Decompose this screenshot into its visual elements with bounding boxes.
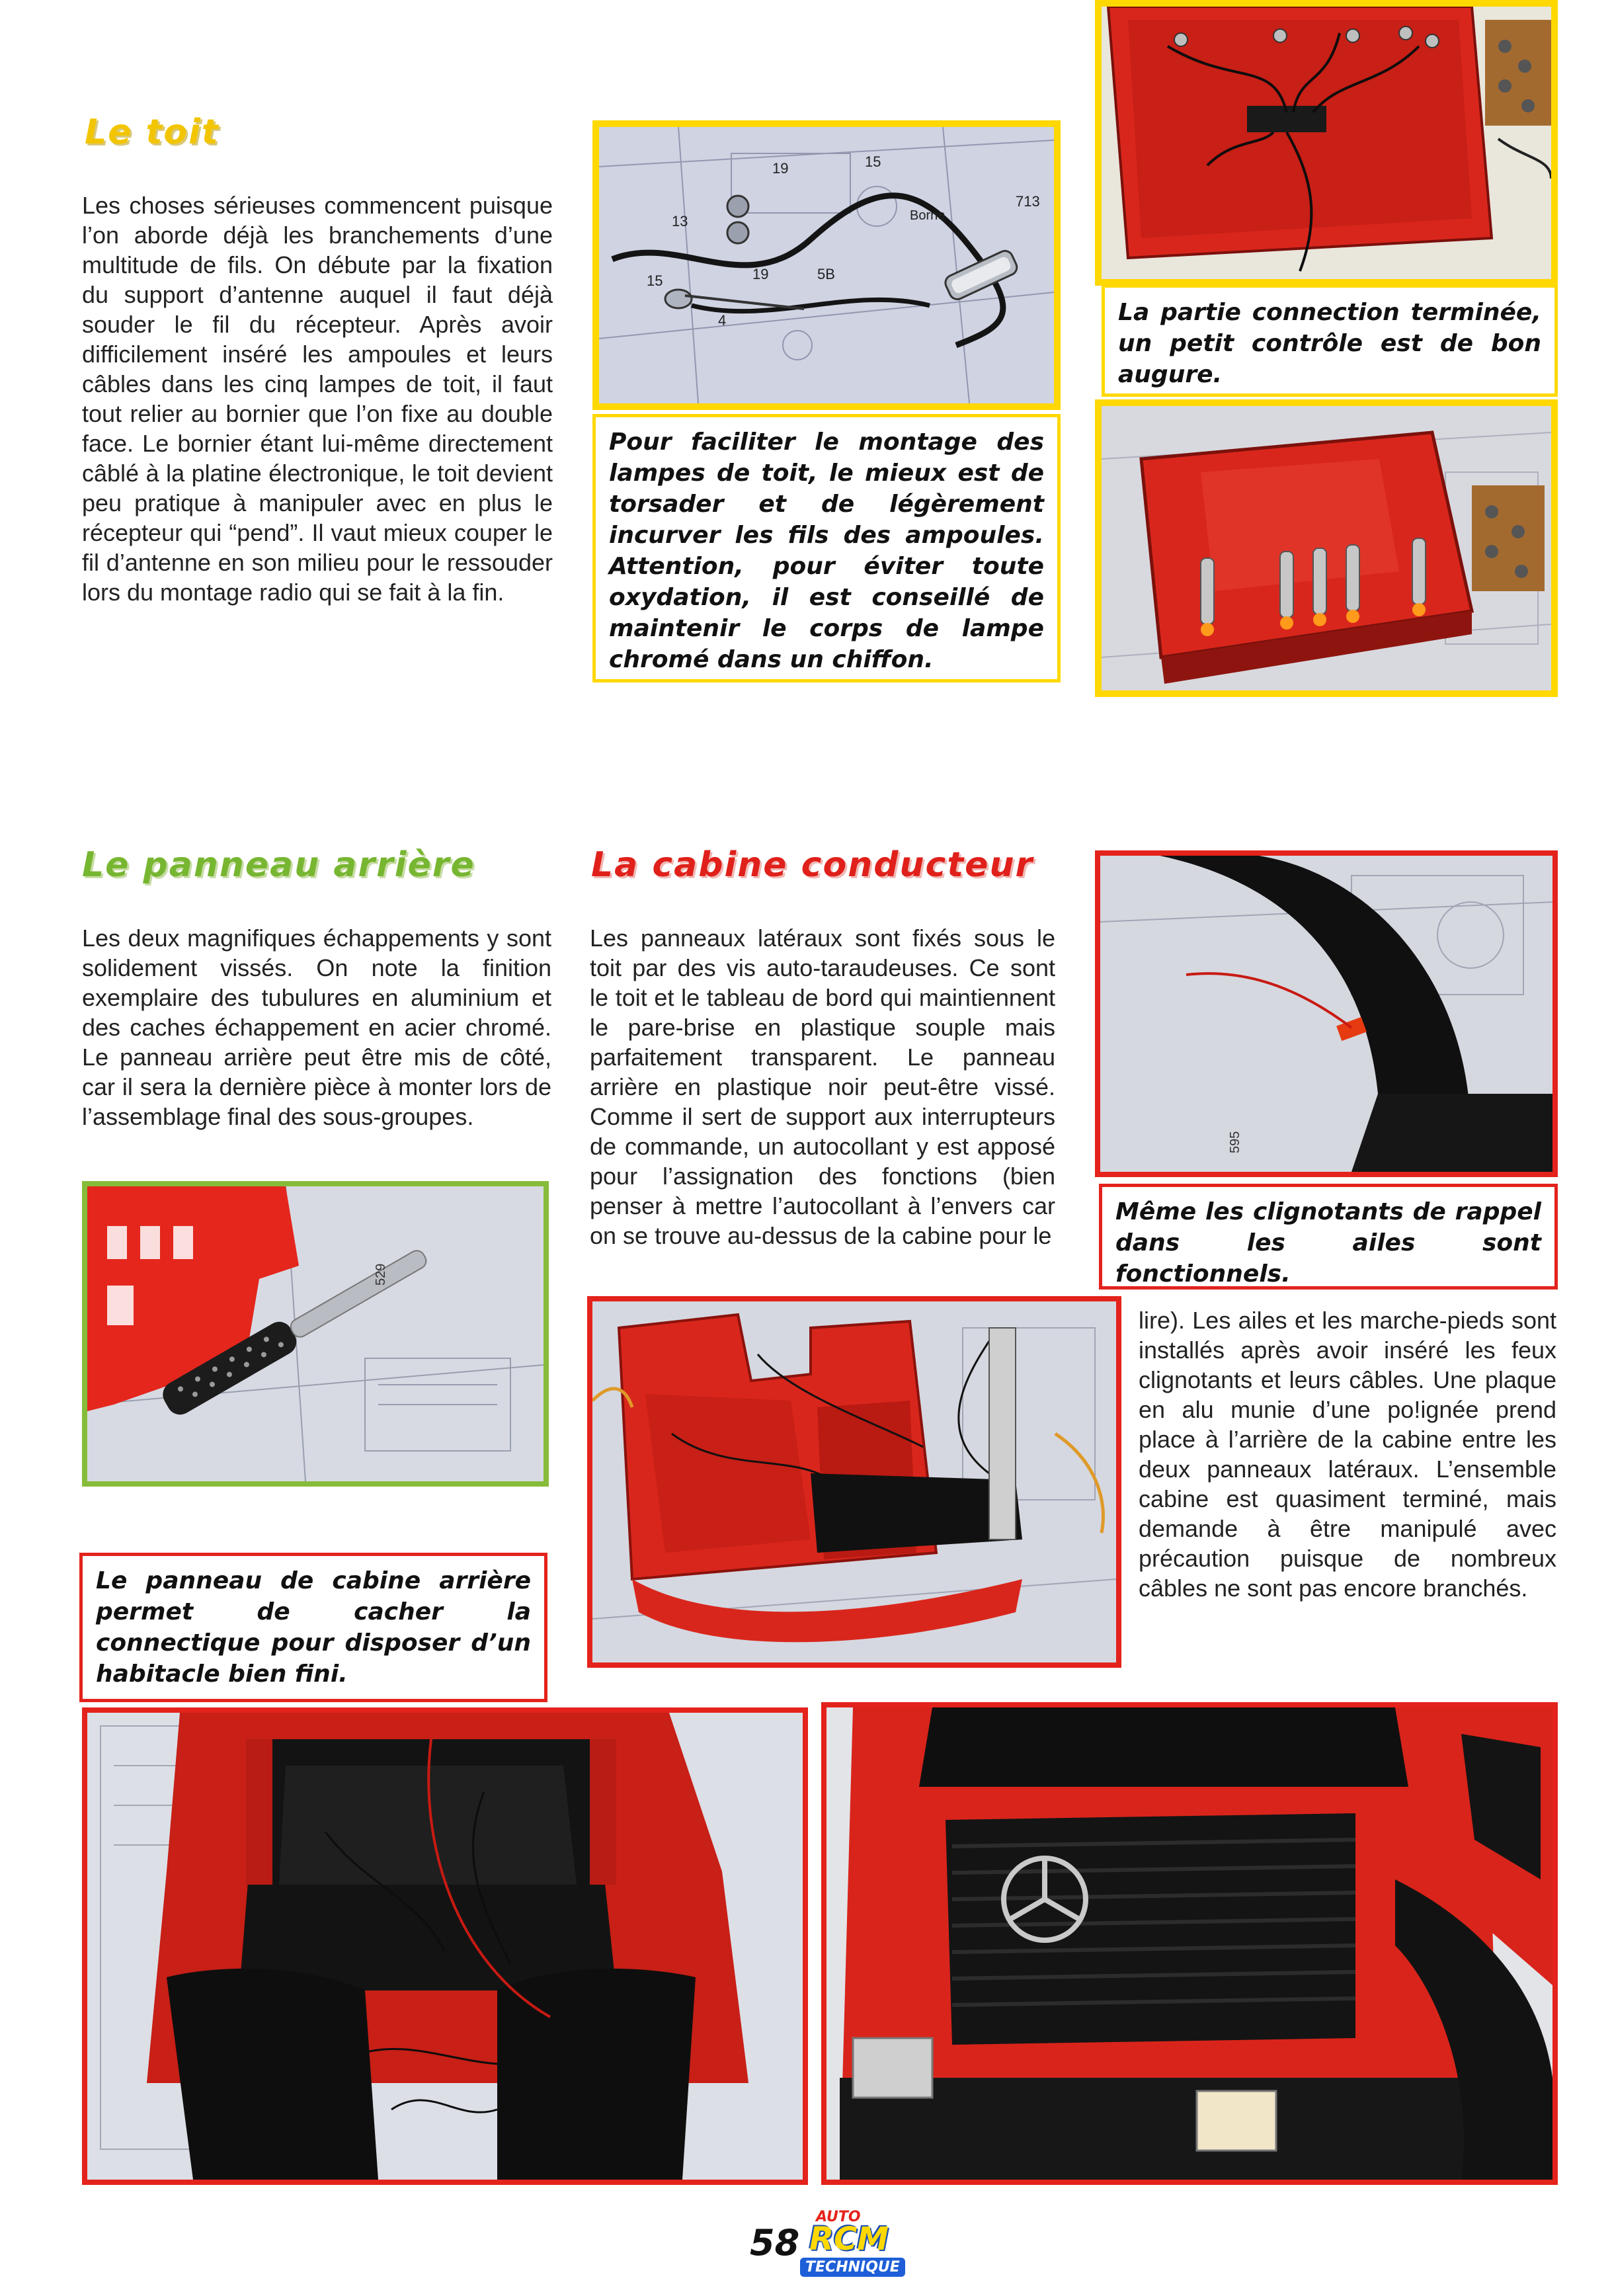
section-title-cabine: La cabine conducteur [591,845,1034,885]
roof-lamps-photo [1095,399,1558,697]
toit-body-text: Les choses sérieuses commencent puisque l’on aborde déjà les branchements d’une multitude de fils. On débute par la fixation du support d’antenne auquel il faut déjà souder le fil du récepteur. Après avoir difficilement inséré les ampoules et leurs câbles dans les cinq lampes de toit, il faut tout relier au bornier que l’on fixe au double face. Le bornier étant lui-même directement câblé à la platine électronique, le toit devient peu pratique à manipuler avec en plus le récepteur qui “pend”. Il vaut mieux couper le fil d’antenne en son milieu pour le ressouder lors du montage radio qui se fait à la fin. [82,192,553,606]
fender-photo [1095,850,1558,1177]
lamp-wiring-photo [592,120,1061,410]
lamp-label-4: 4 [718,312,727,329]
page-number: 58 [750,2222,800,2264]
lamp-label-19b: 19 [752,266,769,282]
lamp-label-15b: 15 [647,272,663,289]
caption-clignotants: Même les clignotants de rappel dans les ailes sont fonctionnels. [1099,1184,1558,1290]
lamp-label-borne: Borne [910,208,946,223]
lamp-label-5b: 5B [817,266,835,282]
panneau-body-text: Les deux magnifiques échappements y sont solidement vissés. On note la finition exemplaire des tubulures en aluminium et des caches échappement en acier chromé. Le panneau arrière peut être mis de côté, car il sera la dernière pièce à monter lors de l’assemblage final des sous-groupes. [82,924,551,1130]
exhaust-label-529: 529 [374,1263,388,1286]
logo-auto-text: AUTO [816,2209,861,2225]
logo-rcm-text: RCM [809,2221,889,2258]
caption-panneau-cabine: Le panneau de cabine arrière permet de cacher la connectique pour disposer d’un habitacle bien fini. [79,1553,547,1702]
exhaust-photo [82,1181,549,1487]
cabine-body-text-part1: Les panneaux latéraux sont fixés sous le toit par des vis auto-taraudeuses. Ce sont le toit et le tableau de bord qui maintiennent le pare-brise en plastique souple mais parfaitement transparent. Le panneau arrière en plastique noir peut-être vissé. Comme il sert de support aux interrupteurs de commande, un autocollant y est apposé pour l’assignation des fonctions (bien penser à mettre l’autocollant à l’envers car on se trouve au-dessus de la cabine pour le [590,924,1055,1249]
section-title-panneau: Le panneau arrière [82,845,475,885]
roof-wiring-photo [1095,0,1558,286]
lamp-label-19a: 19 [772,160,789,177]
lamp-label-713: 713 [1016,193,1040,210]
logo-technique-text: TECHNIQUE [800,2258,905,2277]
cabin-rear-photo [82,1707,808,2185]
section-title-toit: Le toit [85,112,220,152]
caption-connection: La partie connection terminée, un petit contrôle est de bon augure. [1102,284,1558,397]
lamp-label-15a: 15 [865,153,881,170]
truck-front-photo [821,1702,1558,2185]
cabin-interior-photo [587,1296,1121,1668]
fender-label-595: 595 [1228,1131,1242,1153]
cabine-body-text-part2: lire). Les ailes et les marche-pieds sont installés après avoir inséré les feux clignotants et leurs câbles. Une plaque en alu munie d’une po!ignée prend place à l’arrière de la cabine entre les deux panneaux latéraux. L’ensemble cabine est quasiment terminé, mais demande à être manipulé avec précaution puisque de nombreux câbles ne sont pas encore branchés. [1139,1307,1556,1602]
rcm-technique-logo [796,2209,928,2281]
lamp-label-13: 13 [672,213,688,229]
caption-lampes: Pour faciliter le montage des lampes de toit, le mieux est de torsader et de légèrement incurver les fils des ampoules. Attention, pour éviter toute oxydation, il est conseillé de maintenir le corps de lampe chromé dans un chiffon. [592,414,1061,682]
